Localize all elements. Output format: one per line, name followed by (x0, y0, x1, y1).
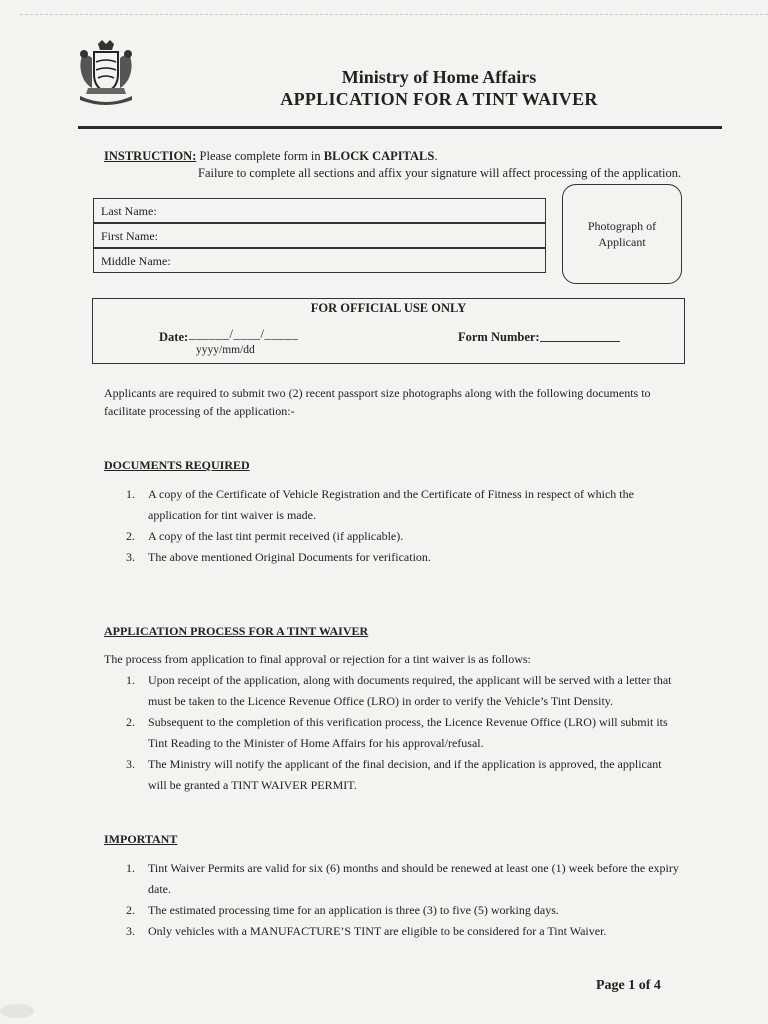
middle-name-field[interactable] (93, 248, 546, 273)
form-number-label: Form Number: (458, 330, 540, 344)
first-name-label: First Name: (101, 229, 158, 243)
last-name-label: Last Name: (101, 204, 157, 218)
list-item: 3. The above mentioned Original Documents for verification. (126, 550, 431, 564)
photograph-box[interactable] (562, 184, 682, 284)
list-item: 1. Tint Waiver Permits are valid for six (6) months and should be renewed at least one (1) week before the expiry date. (126, 861, 679, 896)
instruction-emphasis: BLOCK CAPITALS (323, 149, 435, 163)
header-rule (78, 126, 722, 129)
instruction-block (104, 148, 681, 182)
date-blank[interactable]: ______/____/_____ (189, 327, 299, 341)
form-number-blank[interactable] (540, 341, 620, 342)
ministry-name: Ministry of Home Affairs (341, 67, 537, 87)
official-use-title: FOR OFFICIAL USE ONLY (310, 301, 467, 315)
important-list (104, 858, 679, 942)
list-item: 3. Only vehicles with a MANUFACTURE’S TINT are eligible to be considered for a Tint Waiver. (126, 924, 607, 938)
document-header (150, 66, 728, 110)
scan-smudge (0, 1004, 34, 1018)
official-use-box (92, 298, 685, 364)
scan-edge-line (20, 14, 768, 15)
process-heading: APPLICATION PROCESS FOR A TINT WAIVER (104, 624, 369, 638)
process-intro: The process from application to final approval or rejection for a tint waiver is as follows: (104, 652, 531, 666)
date-format-hint: yyyy/mm/dd (196, 344, 255, 356)
instruction-label: INSTRUCTION: (104, 149, 197, 163)
instruction-text-before: Please complete form in (196, 149, 324, 163)
documents-heading: DOCUMENTS REQUIRED (104, 458, 250, 472)
list-item: 2. Subsequent to the completion of this verification process, the Licence Revenue Office (LRO) will submit its Tint Reading to the Minister of Home Affairs for his approval/refusal. (126, 715, 668, 750)
date-label: Date: (159, 330, 189, 344)
list-item: 3. The Ministry will notify the applicant of the final decision, and if the application is approved, the applicant will be granted a TINT WAIVER PERMIT. (126, 757, 662, 792)
list-item: 1. Upon receipt of the application, along with documents required, the applicant will be served with a letter that must be taken to the Licence Revenue Office (LRO) in order to verify the Vehicle’s Tint Density. (126, 673, 672, 708)
documents-list (104, 484, 679, 568)
form-title: APPLICATION FOR A TINT WAIVER (280, 89, 598, 109)
process-list (104, 670, 679, 796)
first-name-field[interactable] (93, 223, 546, 248)
middle-name-label: Middle Name: (101, 254, 171, 268)
list-item: 2. A copy of the last tint permit received (if applicable). (126, 529, 404, 543)
photograph-label: Photograph of Applicant (587, 219, 657, 249)
intro-paragraph: Applicants are required to submit two (2) recent passport size photographs along with the following documents to facilitate processing of the application:- (104, 386, 651, 418)
instruction-line2: Failure to complete all sections and affix your signature will affect processing of the application. (198, 166, 682, 180)
list-item: 2. The estimated processing time for an application is three (3) to five (5) working days. (126, 903, 559, 917)
instruction-text-after: . (434, 149, 438, 163)
important-heading: IMPORTANT (104, 832, 178, 846)
last-name-field[interactable] (93, 198, 546, 223)
coat-of-arms-icon (74, 38, 138, 108)
page-number: Page 1 of 4 (596, 978, 661, 993)
list-item: 1. A copy of the Certificate of Vehicle Registration and the Certificate of Fitness in respect of which the application for tint waiver is made. (126, 487, 634, 522)
